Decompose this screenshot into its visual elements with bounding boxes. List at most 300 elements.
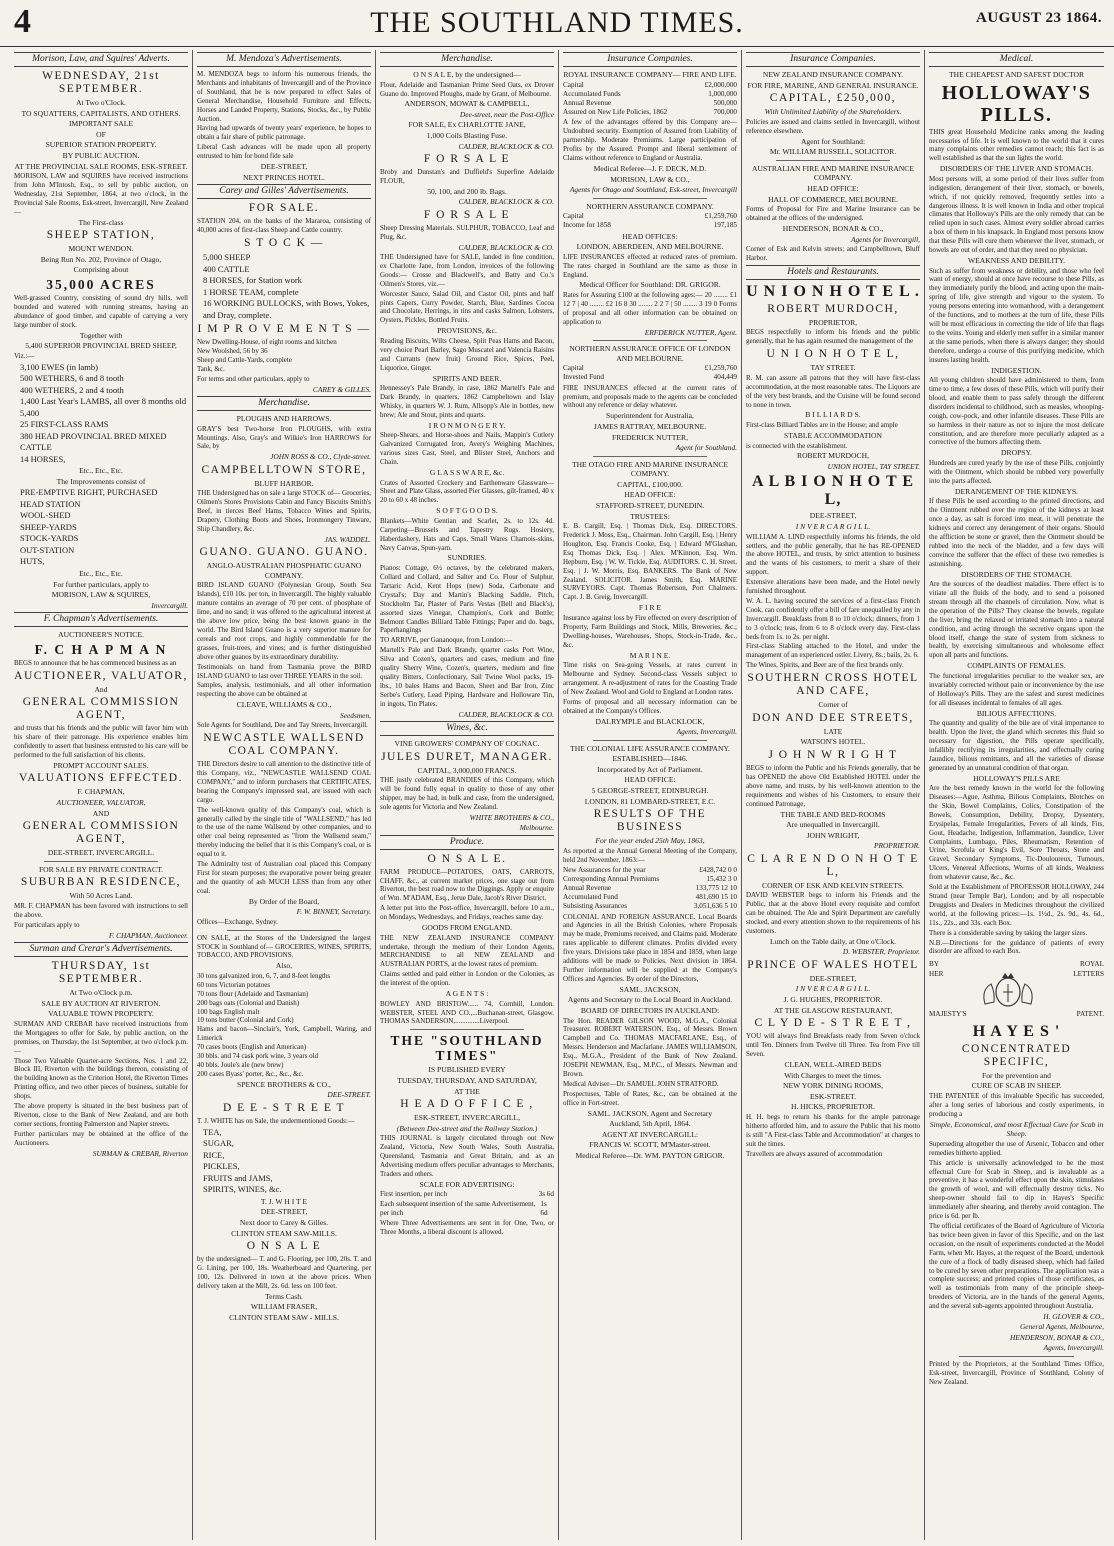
address: DEE-STREET, (260, 162, 308, 172)
improvements-heading: I M P R O V E M E N T S — (197, 323, 371, 336)
advertiser: ANDERSON, MOWAT & CAMPBELL, (404, 99, 530, 109)
prince-wales: PRINCE OF WALES HOTEL (747, 958, 919, 971)
ad-text: As reported at the Annual General Meeting of the Company, held 2nd November, 1863:— (563, 846, 737, 864)
run-number: Being Run No. 202, Province of Otago, (40, 254, 162, 264)
advertiser: J. G. HUGHES, PROPRIETOR. (783, 995, 883, 1004)
acres: 35,000 ACRES (46, 277, 156, 293)
ad-text: Extensive alterations have been made, and the Hotel newly furnished throughout. (746, 578, 920, 596)
advertiser: CALDER, BLACKLOCK & CO. (458, 242, 554, 252)
travellers: Travellers are always assured of accommodation (746, 1149, 883, 1158)
improvements: The Improvements consist of (56, 476, 146, 486)
advertiser: DALRYMPLE and BLACKLOCK, (595, 716, 705, 726)
ad-text: Such as suffer from weakness or debility, and those who feel want of energy, should at once have recourse to these Pills, as they immediately purify the blood, and acting upon the main-spring of life, give strength and vigour to the system. To young persons entering into womanhood, with a derangement of the functions, and to mothers at the turn of life, these Pills will be most efficacious in correcting the tide of life that flags to the veins. Young and elderly men suffer in a similar manner at the same periods, when there is always danger; they should therefore, undergo a course of this purifying medicine, which insures lasting health. (929, 266, 1104, 364)
between: (Between Dee-street and the Railway Station.) (396, 1123, 538, 1133)
ad-text: Crates of Assorted Crockery and Earthenware Glassware—Sheet and Plate Glass, assorted Pier Glasses, gilt-framed, 40 x 20 to 60 x 48 inches. (380, 478, 554, 505)
ad-text: Flour, Adelaide and Tasmanian Prime Seed Oats, ex Drover Guano do. Improved Ploughs, made by Grant, of Melbourne. (380, 80, 554, 98)
patent-text: PATENT. (1076, 1009, 1104, 1018)
results: RESULTS OF THE BUSINESS (593, 808, 707, 834)
head-office: HEAD OFFICE: (807, 183, 859, 193)
advertiser: SURMAN & CREBAR, Riverton (92, 1148, 188, 1158)
days: TUESDAY, THURSDAY, AND SATURDAY, (397, 1075, 537, 1085)
ad-text: First-class Stabling attached to the Hotel, and under the management of an experienced ostler. Livery, 8s.; bails, 2s. 6. (746, 642, 920, 660)
etc: Etc., Etc., Etc. (79, 466, 123, 476)
figure-row (563, 902, 737, 911)
tay-street: TAY STREET. (810, 363, 856, 373)
ad-text: STATION 204, on the banks of the Mararoa, consisting of 40,000 acres of first-class Sheep and Cattle country. (197, 217, 371, 235)
ad-text: All young children should have administered to them, from time to time, a few doses of these Pills, which will purify their blood, and enable them to pass safely through the different disorders incidental to childhood, such as measles, whooping-cough, cow-pock, and other infantile diseases. These Pills are so harmless in their nature as not to injure the most delicate constitution, and are therefore more peculiarly adapted as a corrective of the humors affecting them. (929, 376, 1104, 447)
advertiser: CALDER, BLACKLOCK & CO. (458, 709, 554, 719)
prompt: PROMPT ACCOUNT SALES. (53, 760, 149, 770)
figure-label: Accumulated Fund (563, 893, 618, 902)
column-1 (10, 50, 193, 1540)
ad-text: Well-grassed Country, consisting of sound dry hills, well bounded and watered with running streams, having an abundance of good timber, and capable of carrying a very large number of stock. (14, 294, 188, 329)
column-5 (742, 50, 925, 1540)
colonial-life: THE COLONIAL LIFE ASSURANCE COMPANY. (570, 743, 730, 753)
rate-price: 1s 6d (540, 1199, 548, 1217)
figure-label: Assured on New Life Policies, 1862 (563, 108, 668, 117)
advertiser: H. HICKS, PROPRIETOR. (790, 1102, 876, 1112)
figure-label: Corresponding Annual Premiums (563, 874, 660, 883)
etc: Etc., Etc., Etc. (79, 568, 123, 578)
holloways-pills: HOLLOWAY'S PILLS. (941, 81, 1092, 126)
ad-text: Hennessey's Pale Brandy, in case, 1862 Martell's Pale and Dark Brandy, in quarters, 1862 Campbeltown and Islay Whisky, in quarters W. J. Rum, Allsopp's Ale in bottles, new brew; Ale and Stout, pints and quarts. (380, 384, 554, 419)
divider (959, 1356, 1074, 1357)
section-heading: Produce. (380, 835, 554, 850)
section-heading: Hotels and Restaurants. (746, 265, 920, 280)
advertiser: JOHN WRIGHT, (806, 830, 860, 840)
viz: Viz.:— (14, 351, 35, 360)
section-heading: M. Mendoza's Advertisements. (197, 52, 371, 67)
stock-item: 400 WETHERS, 2 and 4 tooth (20, 384, 124, 395)
ironmongery: I R O N M O N G E R Y. (428, 420, 506, 430)
australian: AUSTRALIAN FIRE AND MARINE INSURANCE COMPANY. (751, 163, 914, 183)
letters-text: LETTERS (1073, 969, 1104, 978)
ad-text: BOWLEY AND BRISTOW...... 74, Cornhill, London. WEBSTER, STEEL AND CO.,...Buchanan-street, Glasgow. THOMAS SANDERSON,..............Liverpool. (380, 999, 554, 1026)
figure-row (563, 893, 737, 902)
ad-text: Forms of proposal and all necessary information can be obtained at the Company's Offices. (563, 697, 737, 715)
stock-total: 5,400 (20, 407, 40, 418)
advertiser: MORISON, LAW & CO., (610, 174, 690, 184)
and: And (94, 684, 108, 694)
figure-value: 3,051,636 5 10 (693, 902, 737, 911)
figure-label: Income for 1858 (563, 221, 611, 230)
nz-insurance: NEW ZEALAND INSURANCE COMPANY. (762, 70, 904, 79)
column-6 (925, 50, 1108, 1540)
ad-text: BEGS respectfully to inform his friends and the public generally, that he has again resumed the management of the (746, 328, 920, 346)
issue-date: AUGUST 23 1864. (976, 10, 1102, 26)
watson: WATSON'S HOTEL. (800, 737, 866, 747)
rams: 25 FIRST-CLASS RAMS (20, 419, 109, 430)
scale: SCALE FOR ADVERTISING: (419, 1179, 515, 1189)
clarendon: C L A R E N D O N H O T E L, (747, 852, 919, 878)
clean-beds: CLEAN, WELL-AIRED BEDS (784, 1059, 882, 1069)
divider (593, 340, 707, 341)
hayes: H A Y E S ' (972, 1022, 1061, 1040)
on-sale: O N S A L E (246, 1240, 322, 1253)
to-arrive: TO ARRIVE, per Gananoque, from London:— (380, 636, 513, 645)
ad-text: The Hon. READER GILSON WOOD, M.G.A., Colonial Treasurer. ROBERT WATERSON, Esq., of Messrs. Brown Campbell and Co. THOMAS MACFARLANE, Esq., of Messrs. Henderson and Macfarlane. JAMES WILLIAMSON, Esq., M.G.A., President of the Bank of New Zealand. JOSEPH NEWMAN, Esq., M.P.C., of Messrs. Newman and Brown. (563, 1016, 737, 1078)
royal-arms (929, 960, 1104, 1018)
figure-row (563, 866, 737, 875)
imprint: Printed by the Proprietors, at the Southland Times Office, Esk-street, Invercargill, Province of Southland, Colony of New Zealand. (929, 1359, 1104, 1386)
ad-text: Are the best remedy known in the world for the following Diseases:—Ague, Asthma, Bilious Complaints, Blotches on the Skin, Bowel Complaints, Colics, Constipation of the Bowels, Consumption, Debility, Dropsy, Dysentery, Erysipelas, Female Irregularities, Fevers of all kinds, Fits, Gout, Headache, Indigestion, Inflammation, Jaundice, Liver Complaints, Lumbago, Piles, Rheumatism, Retention of Urine, Scrofula or King's Evil, Sore Throats, Stone and Gravel, Secondary Symptoms, Tic-Douloureux, Tumours, Ulcers, Venereal Affections, Worms of all kinds, Weakness from whatever cause, &c., &c. (929, 784, 1104, 882)
advertiser: H. GLOVER & CO., (1043, 1312, 1104, 1322)
advertiser: T. J. W H I T E (260, 1196, 308, 1206)
stock-item: 5,000 SHEEP (203, 252, 251, 263)
simple-cure: Simple, Economical, and most Effectual Cure for Scab in Sheep. (929, 1119, 1104, 1139)
ad-text: R. M. can assure all patrons that they will have first-class accommodation, at the most reasonable rates. The Liquors are of the very best brands, and the Cuisine will be found second to none in town. (746, 373, 920, 409)
advertiser: Mr. WILLIAM RUSSELL, SOLICITOR. (769, 147, 897, 157)
figure-row (563, 108, 737, 117)
ad-text: M. MENDOZA begs to inform his numerous friends, the Merchants and inhabitants of Invercargill and of the Province of Southland, that he is now prepared to effect Sales of General Merchandise, Household Furniture and Effects, Horses and Landed Property, Stations, Stocks, &c., by Public Auction. (197, 70, 371, 123)
board: BOARD OF DIRECTORS IN AUCKLAND: (580, 1005, 720, 1015)
ad-text: If these Pills be used according to the printed directions, and the Ointment rubbed over the region of the kidneys at least once a day, as salt is forced into meat, it will penetrate the kidneys and correct any derangement of their organs. Should the affliction be stone or gravel, then the Ointment should be rubbed into the neck of the bladder, and a few days will convince the sufferer that the effect of these two remedies is astonishing. (929, 497, 1104, 568)
agents: General Agents, Melbourne, (1019, 1322, 1104, 1332)
advertiser: HENDERSON, BONAR & CO., (1009, 1332, 1104, 1342)
ad-text: A few of the advantages offered by this Company are— Undoubted security. Exemption of Assured from Liability of partnership. Moderate Premiums. Large participation of Profits by the Assured. Prompt and liberal settlement of Claims without reference to England or Australia. (563, 118, 737, 163)
ad-text: New Dwelling-House, of eight rooms and kitchen New Woolshed, 56 by 36 Sheep and Cattle-Yards, complete Tank, &c. (197, 338, 337, 373)
ad-text: WILLIAM A. LIND respectfully informs his friends, the old settlers, and the public generally, that he has RE-OPENED the above HOTEL, and trusts, by strict attention to business and the wants of his customers, to merit a share of their support. (746, 532, 920, 577)
auckland-date: Auckland, 5th April, 1864. (609, 1119, 691, 1129)
figure-row (563, 364, 737, 373)
ad-text: First-class Billiard Tables are in the House; and ample (746, 421, 898, 429)
fire: F I R E (638, 603, 662, 613)
newcastle: NEWCASTLE WALLSEND COAL COMPANY. (203, 732, 365, 758)
agent: Agent for Southland: (800, 136, 866, 146)
paper-title: THE SOUTHLAND TIMES. (370, 6, 744, 39)
ad-text: H. H. begs to return his thanks for the ample patronage hitherto afforded him, and to assure the Public that his motto is still "A First-class Table and Accommodation" at charges to suit the times. (746, 1112, 920, 1148)
figure-row (563, 81, 737, 90)
further: For further particulars, apply to (53, 579, 149, 589)
ad-text: ON SALE, at the Stores of the Undersigned the largest STOCK in Southland of— GROCERIES, WINES, SPIRITS, TOBACCO, AND PROVISIONS. (197, 933, 371, 960)
ad-text: Forms of Proposal for Fire and Marine Insurance can be obtained at the offices of the undersigned. (746, 205, 920, 223)
figure-value: £2,000,000 (704, 80, 737, 89)
divider (593, 740, 707, 741)
don-dee: DON AND DEE STREETS, (752, 711, 914, 724)
improvement-item: SHEEP-YARDS (20, 521, 77, 532)
ad-text: FIRE INSURANCES effected at the current rates of premium, and proposals made to the agents can be concluded without any reference or delay whatever. (563, 383, 737, 410)
her-text: HER (929, 969, 944, 978)
figure-label: Invested Fund (563, 373, 604, 382)
advertiser: D. WEBSTER, Proprietor. (842, 947, 920, 957)
figure-row (563, 221, 737, 230)
sundries: SUNDRIES. (447, 553, 487, 563)
ad-text: Are the sources of the deadliest maladies. There effect is to vitiate all the fluids of the body, and to send a poisoned stream through all the channels of circulation. Now, what is the operation of the Pills? They cleanse the bowels, regulate the liver, bring the relaxed or irritated stomach into a natural condition, and acting through the secretive organs upon the blood itself, change the state of system from sickness to health, by exercising simultaneous and wholesome effect upon all parts and functions. (929, 580, 1104, 660)
clyde-street: C L Y D E - S T R E E T , (754, 1017, 912, 1030)
marine: M A R I N E. (629, 650, 671, 660)
figure-value: £1,259,760 (704, 364, 737, 373)
trustees: TRUSTEES: (630, 511, 670, 521)
bluff: BLUFF HARBOR. (254, 478, 314, 488)
figure-label: Capital (563, 212, 584, 221)
ad-text: YOU will always find Breakfasts ready from Seven o'clock until Ten. Dinners from Twelve till Three. Tea from Five till Seven. (746, 1032, 920, 1058)
stock-item: 3,100 EWES (in lamb) (20, 361, 98, 372)
ad-text: 30 tons galvanized iron, 6, 7, and 8-feet lengths 60 tons Victorian potatoes 70 tons flour (Adelaide and Tasmanian) 200 bags oats (Colonial and Danish) 100 bags English malt 10 tons butter (Colonial and Cork) Hams and bacon—Sinclair's, York, Campbell, Waring, and Limerick 70 cases boots (English and American) 30 bbls. and 74 cask pork wine, 3 years old 40 bbls. Joule's ale (new brew) 200 cases Byass' porter, &c., &c., &c. (197, 971, 371, 1078)
northern-office: NORTHERN ASSURANCE OFFICE OF LONDON AND MELBOURNE. (569, 344, 731, 363)
southland-times: THE "SOUTHLAND TIMES" (390, 1033, 544, 1064)
ad-text: BEGS to inform the Public and his Friends generally, that he has OPENED the above Old Established HOTEL under the above name, and trusts, by his well-known attention to the requirements and wishes of his Customers, to ensure their continued Patronage, (746, 763, 920, 808)
clinton: CLINTON STEAM SAW-MILLS. (231, 1228, 337, 1238)
mills: CLINTON STEAM SAW - MILLS. (229, 1312, 339, 1322)
royal-text: ROYAL (1080, 960, 1104, 969)
agents: Agents, Invercargill. (1043, 1343, 1104, 1353)
subhead: DISORDERS OF THE STOMACH. (960, 569, 1073, 579)
advertiser: ERFDERICK NUTTER, Agent. (644, 327, 737, 337)
hall: HALL OF COMMERCE, MELBOURNE. (768, 194, 898, 204)
chapman-title: AUCTIONEER, VALUATOR, (56, 798, 146, 808)
ad-text: MR. F. CHAPMAN has been favored with instructions to sell the above. (14, 902, 188, 919)
figure-row (563, 212, 737, 221)
advertiser: F. W. BINNEY, Secretary. (296, 907, 371, 917)
guano-company: ANGLO-AUSTRALIAN PHOSPHATIC GUANO COMPANY. (206, 561, 362, 580)
divider (593, 198, 707, 199)
ad-text: Where Three Advertisements are sent in for One, Two, or Three Months, a liberal discount is allowed. (380, 1219, 554, 1236)
glasgow: AT THE GLASGOW RESTAURANT, (773, 1005, 893, 1015)
subhead: DISORDERS OF THE LIVER AND STOMACH. (939, 164, 1094, 174)
sale-time: At Two o'Clock. (76, 98, 126, 107)
ad-text: THE Directors desire to call attention to the distinctive title of this Company, viz., "NEWCASTLE WALLSEND COAL COMPANY," and to inform purchasers that CERTIFICATES, bearing the Company's impressed seal, are issued with each cargo. (197, 760, 371, 804)
bred-sheep: 5,400 SUPERIOR PROVINCIAL BRED SHEEP, (25, 341, 177, 351)
ad-text: THE NEW ZEALAND INSURANCE COMPANY undertake, through the medium of their London Agents, MERCHANDISE to all NEW ZEALAND and AUSTRALIAN PORTS, at the lowest rates of premium. (380, 933, 554, 969)
ad-text: W. A. L. having secured the services of a first-class French Cook, can confidently offer a bill of fare unequalled by any in Invercargill. Breakfasts from 8 to 10 o'clock; dinners, from 1 to 3 o'clock; teas, from 6 to 8 o'clock every day. First-class beds from 1s. to 2s. per night. (746, 596, 920, 641)
agent-title: Agents and Secretary to the Local Board in Auckland. (567, 995, 733, 1005)
stock-item: 400 CATTLE (203, 263, 250, 274)
ad-text: Time risks on Sea-going Vessels, at rates current in Melbourne and Sydney. Second-class Vessels subject to arrangement. A re-adjustment of rates for the Coasting Trade of New Zealand. Wool and Gold to England at London rates. (563, 661, 737, 696)
advertiser: CLEAVE, WILLIAMS & CO., (236, 700, 332, 710)
audience: TO SQUATTERS, CAPITALISTS, AND OTHERS. (21, 108, 181, 118)
page-number: 4 (14, 3, 31, 40)
proprietor-title: PROPRIETOR, (808, 317, 858, 327)
goods-item: PICKLES, (203, 1161, 240, 1172)
together: Together with (79, 330, 123, 340)
year: For the year ended 25th May, 1863, (595, 836, 705, 846)
ad-text: THIS JOURNAL is largely circulated through out New Zealand, Victoria, New South Wales, South Australia, Queensland, Tasmania and Great Britain, and as an Advertising medium offers peculiar advantages to Merchants, Traders and others. (380, 1134, 554, 1178)
public-auction: BY PUBLIC AUCTION. (62, 150, 140, 160)
medical-officer: Medical Officer for Southland: DR. GRIGOR. (579, 280, 721, 290)
ad-text: BEGS to announce that he has commenced business as an (14, 658, 177, 667)
corner: Corner of (818, 700, 848, 710)
ad-text: DAVID WEBSTER begs to inform his Friends and the Public, that at the above Hotel every requisite and comfort can be obtained. The Ale and Spirit Department are carefully stocked, and every attention shown to the requirements of his customers. (746, 891, 920, 935)
rate-item: Each subsequent insertion of the same Advertisement, per inch (380, 1199, 536, 1217)
of-text: OF (96, 129, 106, 139)
first-class: The First-class (78, 217, 124, 227)
cure-scab: CURE OF SCAB IN SHEEP. (971, 1081, 1062, 1091)
head-offices: HEAD OFFICES: (622, 231, 678, 241)
stock-item: 1,400 Last Year's LAMBS, all over 8 months old (20, 396, 187, 407)
otago: THE OTAGO FIRE AND MARINE INSURANCE COMPANY. (571, 459, 729, 479)
ad-text: Those Two Valuable Quarter-acre Sections, Nos. 1 and 22, Block III, Riverton with the buildings thereon, consisting of the building known as the Criterion Hotel, the Riverton Times Printing office, and two other pieces of business, suitable for shops. (14, 1056, 188, 1101)
address: UNION HOTEL, TAY STREET. (827, 462, 920, 471)
ad-text: Hundreds are cured yearly by the use of these Pills, conjointly with the Ointment, which should be rubbed very powerfully into the parts affected. (929, 458, 1104, 485)
advertiser: ROBERT MURDOCH, (797, 451, 869, 461)
ad-text: THE justly celebrated BRANDIES of this Company, which will be found fully equal in quality to those of any other shipper, may be had, in bulk and case, from the undersigned, sole agents for Victoria and New Zealand. (380, 776, 554, 811)
valuable-property: VALUABLE TOWN PROPERTY. (48, 1009, 154, 1019)
goods-item: TEA, (203, 1126, 222, 1137)
advertiser: CAREY & GILLES. (312, 384, 371, 394)
figure-label: Annual Revenue (563, 883, 612, 892)
ad-text: FARM PRODUCE—POTATOES, OATS, CARROTS, CHAFF, &c., at current market prices, one stage out from Riverton, the best road now to the Diggings. Apply or enquire of Wm. M'ADAM, Esq., Jerue Dale, Jacob's River District. (380, 867, 554, 903)
agents: Agents, Invercargill. (676, 727, 737, 737)
ad-text: Sheep-Shears, and Horse-shoes and Nails, Mappin's Cutlery Galvanized Corrugated Iron, Avery's Weighing Machines, various sizes Cast, Steel, and Blister Steel, Anchors and Chain. (380, 431, 554, 467)
sheep-station: SHEEP STATION, (46, 229, 156, 242)
ad-text: Policies are issued and claims settled in Invercargill, without reference elsewhere. (746, 117, 920, 135)
goods-item: SPIRITS, WINES, &c. (203, 1184, 282, 1195)
subhead: WEAKNESS AND DEBILITY. (967, 255, 1066, 265)
address: Corner of Esk and Kelvin streets; and Campbelltown, Bluff Harbor. (746, 244, 920, 262)
agents: Agents for Invercargill, (850, 234, 920, 244)
by-text: BY (929, 960, 939, 969)
horses: 14 HORSES, (20, 453, 66, 464)
section-heading: Merchandise. (380, 52, 554, 67)
stock-heading: S T O C K — (244, 237, 324, 250)
subhead: DERANGEMENT OF THE KIDNEYS. (955, 486, 1078, 496)
ad-text: COLONIAL AND FOREIGN ASSURANCE. Local Boards and Agencies in all the British Colonies, where Proposals may be made, Premiums received, and Claims paid. Moderate rates applicable to different climates. Profits divided every five years. Divisions take place in 1854 and 1859, when large additions will be made to Policies. Next division in 1864. Further information will be supplied at the Company's Offices and Agencies. By order of the Directors, (563, 912, 737, 983)
figure-row (563, 99, 737, 108)
unequalled: Are unequalled in Invercargill. (786, 820, 880, 830)
agents: Sole Agents for Southland, Dee and Tay Streets, Invercargill. (197, 721, 368, 730)
divider (776, 160, 890, 161)
ad-text: T. J. WHITE has on Sale, the undermentioned Goods:— (197, 1116, 355, 1125)
scott: FRANCIS W. SCOTT, M'Master-street. (589, 1140, 711, 1150)
terms: For terms and other particulars, apply to (197, 374, 310, 383)
figure-row (563, 90, 737, 99)
london: LONDON, 81 LOMBARD-STREET, E.C. (584, 796, 716, 806)
figure-label: Subsisting Assurances (563, 902, 628, 911)
section-heading: Merchandise. (197, 396, 371, 411)
figure-value: 500,000 (713, 99, 737, 107)
ad-text: Insurance against loss by Fire effected on every description of Property, Farm Buildings and Stock, Mills, Breweries, &c.; Dwelling-houses, Warehouses, Shops, Stock-in-Trade, &c., &c. (563, 613, 737, 649)
medical-adviser: Medical Adviser—Dr. SAMUEL JOHN STRATFORD. (563, 1079, 719, 1088)
stable: STABLE ACCOMMODATION (784, 430, 882, 440)
rattray: JAMES RATTRAY, MELBOURNE. (593, 421, 707, 431)
address: DEE-STREET, (260, 1207, 308, 1217)
head-office: H E A D O F F I C E , (400, 1098, 534, 1111)
figure-row (563, 373, 737, 382)
ad-text: Prospectuses, Table of Rates, &c., can be obtained at the office in Fort-street. (563, 1089, 737, 1107)
jules-duret: JULES DURET, MANAGER. (381, 750, 553, 763)
medical-referee: Medical Referee—Dr. WM. PAYTON GRIGOR. (575, 1150, 725, 1160)
on-sale: O N S A L E. (427, 852, 507, 865)
ad-text: Further particulars may be obtained at the office of the Auctioneers. (14, 1129, 188, 1147)
valuations: VALUATIONS EFFECTED. (19, 772, 183, 785)
capital: CAPITAL, £100,000. (617, 479, 683, 489)
advertiser: SPENCE BROTHERS & CO., (237, 1079, 331, 1089)
ad-text: by the undersigned— T. and G. Flooring, per 100, 20s. T. and G. Lining, per 100, 18s. Weatherboard and Quartering, per 100, 12s. Delivered in town at the above prices. When delivery taken at the Mill, 2s. 6d. less on 100 feet. (197, 1255, 371, 1290)
column-3 (376, 50, 559, 1540)
auctioneer: AUCTIONEER, VALUATOR, (14, 669, 188, 682)
figure-value: 15,432 3 0 (706, 874, 737, 883)
stafford: STAFFORD-STREET, DUNEDIN. (595, 500, 705, 510)
soft-goods: S O F T G O O D S. (436, 506, 498, 516)
section-heading: Carey and Gilles' Advertisements. (197, 184, 371, 199)
ad-text: Blankets—White Gentian and Scarlet, 2s. to 12s. 4d. Carpeting—Brussels and Tapestry Rugs. Hosiery, Haberdashery, Hats and Caps, Small Wares Chamois-skins, Navy Canvas, Spun-yarn. (380, 516, 554, 552)
george-street: 5 GEORGE-STREET, EDINBURGH. (591, 785, 709, 795)
esk-street: ESK-STREET, INVERCARGILL, (414, 1113, 520, 1123)
advertiser: JAS. WADDEL. (324, 534, 371, 544)
proprietor-name: ROBERT MURDOCH, (767, 302, 899, 315)
section-heading: F. Chapman's Advertisements. (14, 612, 188, 627)
sale-date: THURSDAY, 1st SEPTEMBER. (51, 960, 151, 986)
ad-text: Superseding altogether the use of Arsenic, Tobacco and other remedies hitherto applied. (929, 1139, 1104, 1157)
ad-text: There is a considerable saving by taking the larger sizes. (929, 928, 1088, 937)
figure-row (563, 884, 737, 893)
figure-value: 1,000,000 (708, 89, 737, 98)
head-office: HEAD OFFICE: (624, 490, 676, 500)
ad-text: SURMAN AND CREBAR have received instructions from the Mortgagees to offer for Sale, by public auction, on the premises, on Thursday, the 1st September, at two o'clock p.m.— (14, 1019, 188, 1055)
masthead (0, 0, 1114, 47)
advertiser: MORISON, LAW & SQUIRES, (51, 590, 151, 600)
chapman: F. CHAPMAN, (77, 787, 125, 797)
northern: NORTHERN ASSURANCE COMPANY. (586, 201, 714, 211)
ad-text: E. B. Cargill, Esq. | Thomas Dick, Esq. DIRECTORS. Frederick J. Moss, Esq., Chairman. John Cargill, Esq. | Henry Houghton, Esq. Francis Cooke, Esq. | Edward M'Glashan, Esq Thomas Dick, Esq. | Alex. M'Kinnon, Esq. Wm. Hepburn, Esq. | W. W. Tickle, Esq. AUDITORS. C. H. Street, Esq. | J. W. Morris, Esq. BANKERS. The Bank of New Zealand. SOLICITOR. James Smith, Esq. MARINE SURVEYORS. Capt. Thomas Robertson, Port Chalmers. Capt. J. B. Greig, Invercargill. (563, 522, 737, 602)
lunch: Lunch on the Table daily, at One o'Clock. (769, 936, 897, 946)
sale-date: WEDNESDAY, 21st SEPTEMBER. (42, 70, 160, 95)
fuse: 1,000 Coils Blasting Fuse. (426, 131, 508, 140)
divider (593, 456, 707, 457)
figure-value: 481,690 15 10 (695, 893, 737, 902)
columns (10, 50, 1108, 1540)
general-agent: GENERAL COMMISSION AGENT, (22, 696, 180, 722)
ad-text: Samples, analysis, testimonials, and all other information respecting the above can be obtained at (197, 681, 371, 699)
dee-street: DEE-STREET, (809, 511, 857, 521)
for-sale: F O R S A L E (423, 208, 511, 221)
section-heading: Insurance Companies. (563, 52, 737, 67)
important-sale: IMPORTANT SALE (69, 119, 133, 129)
subhead: DROPSY. (1001, 448, 1032, 458)
figure-label: Capital (563, 364, 584, 373)
capital: CAPITAL, 3,000,000 FRANCS. (417, 765, 517, 775)
ad-text: THIS great Household Medicine ranks among the leading necessaries of life. It is well known to the world that it cures many complaints other remedies cannot reach; this fact is as well established as that the sun lights the world. (929, 127, 1104, 163)
stock-item: 500 WETHERS, 6 and 8 tooth (20, 373, 124, 384)
improvement-item: HEAD STATION (20, 498, 81, 509)
location: Melbourne. (519, 823, 554, 833)
ad-text: Most persons will, at some period of their lives suffer from indigestion, derangement of their liver, stomach, or bowels, which, if not quickly removed, frequently settles into a dangerous illness. It is well known in India and other tropical climates that Holloway's Pills are the only remedy that can be relied upon in such cases. Almost every soldier abroad carries a box of them in his knapsack. In England most persons know that these Pills will cure them whenever the liver, stomach, or bowels are out of order, and that they need no physician. (929, 174, 1104, 255)
ad-text: Pianos: Cottage, 6½ octaves, by the celebrated makers, Collard and Collard, and Salter and Co. Flour of Sulphur, Tartaric Acid, Kent Hops (new) Soda, Carbonate and Crystal's; Day and Martin's Blacking Saddle, Pitch, Stockholm Tar, Plaster of Paris Vestas (Bell and Black's), assorted sizes Vinegar, Champion's, Cork and Bottle; Belmont Candles Billiard Table Fittings; Paper and do. bags, Paperhangings (380, 564, 554, 635)
mount-wendon: MOUNT WENDON. (68, 244, 134, 254)
ad-text: THE Undersigned have for SALE, landed in fine condition, ex Charlotte Jane, from London, invoices of the following Goods:— Crosse and Blackwell's, and Batty and Co.'s Oilmen's Stores, viz.— (380, 253, 554, 288)
established: ESTABLISHED—1846. (612, 754, 688, 764)
superintendent: Superintendent for Australia, (606, 411, 694, 421)
esk-street: ESK-STREET. (809, 1091, 857, 1101)
ad-text: The functional irregularities peculiar to the weaker sex, are invariably corrected without pain or inconvenience by the use of Holloway's Pills. They are the safest and surest medicines for all diseases incidental to females of all ages. (929, 671, 1104, 707)
advertiser: SAML. JACKSON, (619, 984, 681, 994)
cattle: 380 HEAD PROVINCIAL BRED MIXED CATTLE (20, 430, 167, 453)
goods-item: RICE, (203, 1149, 225, 1160)
invercargill: I N V E R C A R G I L L. (795, 522, 871, 531)
goods-england: GOODS FROM ENGLAND. (421, 923, 513, 933)
seedsmen: Seedsmen, (340, 710, 371, 720)
proprietor: PROPRIETOR. (873, 841, 920, 851)
ad-text: The Admiralty test of Australian coal placed this Company First for steam purposes; the evaporative power being greater and the quantity of ash MUCH LESS than from any other coal. (197, 860, 371, 895)
terms: Terms Cash. (265, 1291, 303, 1301)
figure-label: Accumulated Funds (563, 89, 621, 98)
unlimited: With Unlimited Liability of the Shareholders. (764, 107, 902, 117)
capital: CAPITAL, £250,000, (769, 92, 897, 105)
advertiser: SAML. JACKSON, Agent and Secretary (587, 1108, 713, 1118)
advertiser: CALDER, BLACKLOCK & CO. (458, 141, 554, 151)
order: By Order of the Board, (248, 896, 320, 906)
agents: Agents for Otago and Southland, Esk-street, Invercargill (569, 185, 737, 195)
ad-text: A letter put into the Post-office, Invercargill, before 10 a.m., on Mondays, Wednesdays, and Fridays, reaches same day. (380, 904, 554, 922)
stock-item: 1 HORSE TEAM, complete (203, 286, 299, 297)
coat-of-arms-icon (973, 970, 1043, 1010)
advertiser: WILLIAM FRASER, (250, 1302, 318, 1312)
improvement-item: WOOL-SHED (20, 510, 71, 521)
address: DEE-STREET, INVERCARGILL. (47, 848, 155, 858)
ad-text: Broby and Dunstan's and Duffield's Superfine Adelaide FLOUR, (380, 168, 554, 185)
section-heading: Insurance Companies. (746, 52, 920, 67)
stock-item: 16 WORKING BULLOCKS, with Bows, Yokes, and Dray, complete. (203, 298, 370, 320)
